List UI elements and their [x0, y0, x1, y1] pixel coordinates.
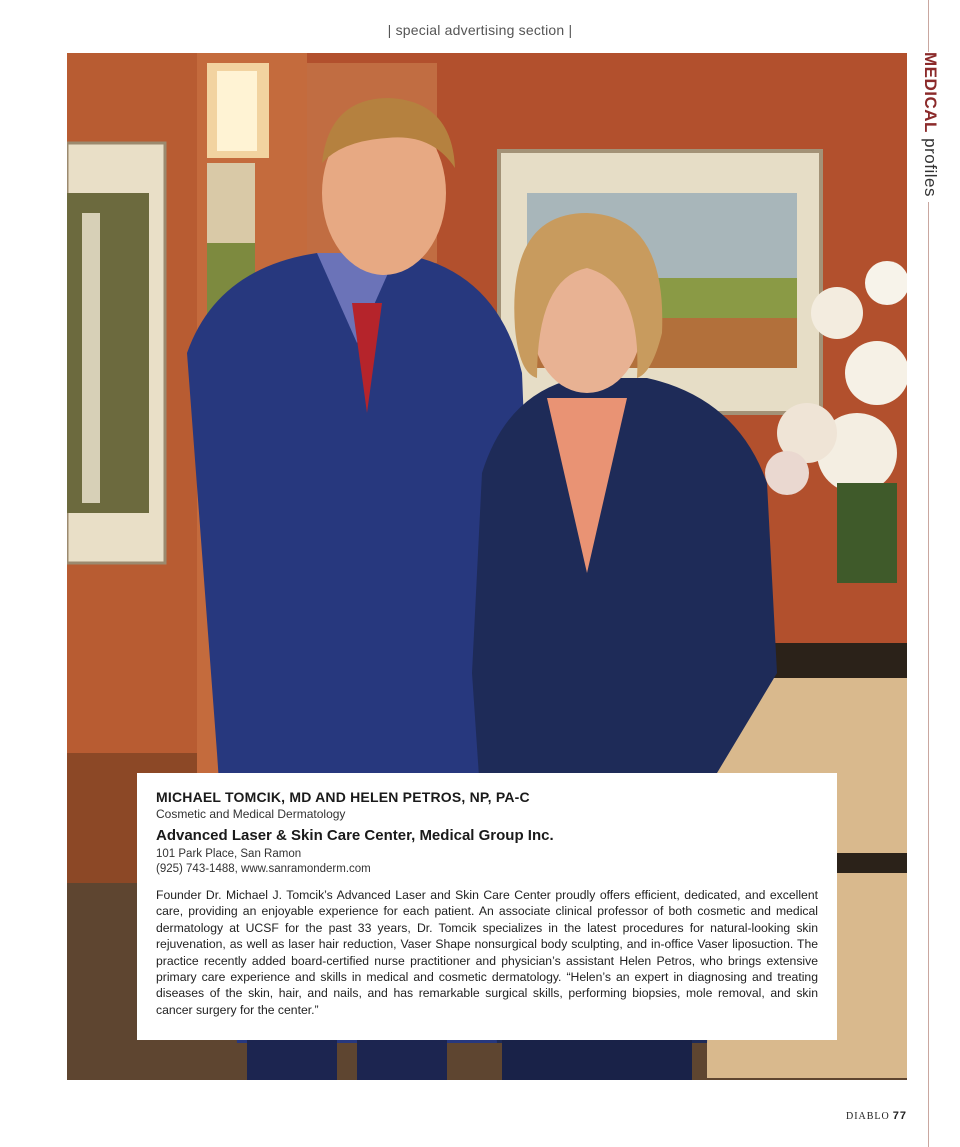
- side-section-label: [916, 52, 940, 202]
- profile-specialty: Cosmetic and Medical Dermatology: [156, 807, 346, 821]
- side-label-rest: profiles: [921, 132, 940, 197]
- page-number: 77: [892, 1110, 907, 1122]
- side-label-bold: MEDICAL: [921, 52, 940, 133]
- practice-name: Advanced Laser & Skin Care Center, Medical Group Inc.: [156, 827, 554, 844]
- section-header: | special advertising section |: [387, 22, 573, 38]
- page-footer: [846, 1110, 907, 1122]
- practice-contact: (925) 743-1488, www.sanramonderm.com: [156, 863, 371, 875]
- practice-address: 101 Park Place, San Ramon: [156, 848, 302, 860]
- magazine-name: DIABLO: [845, 1111, 890, 1122]
- profile-caption: [137, 773, 837, 1040]
- profile-names: MICHAEL TOMCIK, MD AND HELEN PETROS, NP, PA-C: [156, 789, 530, 805]
- profile-body: Founder Dr. Michael J. Tomcik’s Advanced Laser and Skin Care Center proudly offers efficient, dedicated, and excellent care, providing an enjoyable experience for each patient. An associate clinical professor of both cosmetic and medical dermatology at UCSF for the past 33 years, Dr. Tomcik specializes in the latest procedures for natural-looking skin rejuvenation, as well as laser hair reduction, Vaser Shape nonsurgical body sculpting, and in-office Vaser liposuction. The practice recently added board-certified nurse practitioner and physician’s assistant Helen Petros, who brings extensive primary care experience and skills in medical and cosmetic dermatology. “Helen’s an expert in diagnosing and treating diseases of the skin, hair, and nails, and has remarkable surgical skills, performing biopsies, mole removal, and skin cancer surgery for the center.”: [156, 888, 818, 1017]
